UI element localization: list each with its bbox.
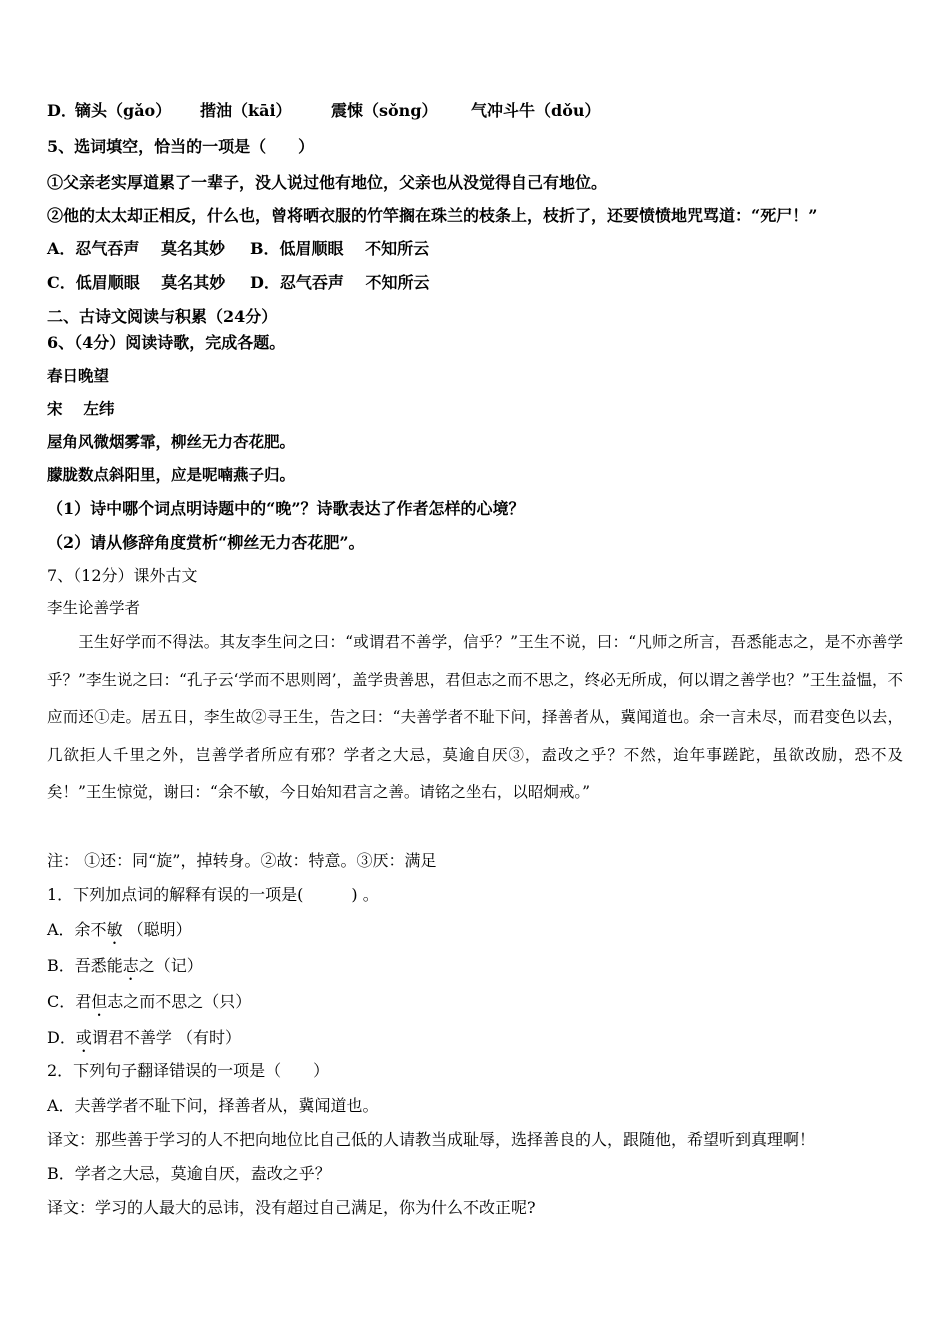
poem-author: 宋 左纬 (47, 399, 115, 418)
q5-sentence-1: ①父亲老实厚道累了一辈子，没人说过他有地位，父亲也从没觉得自己有地位。 (47, 173, 608, 192)
q6-sub-question-1: （1）诗中哪个词点明诗题中的“晚”？诗歌表达了作者怎样的心境？ (47, 499, 525, 518)
q7-1-option-d-post: 谓君不善学 （有时） (91, 1028, 241, 1047)
poem-line-2: 朦胧数点斜阳里，应是呢喃燕子归。 (47, 465, 296, 484)
q7-stem: 7、（12分）课外古文 (47, 566, 198, 585)
poem-line-1: 屋角风微烟雾霏，柳丝无力杏花肥。 (47, 432, 296, 451)
q4-option-d-item-2: 揩油（kāi） (200, 101, 292, 120)
q7-1-option-c-post: 志之而不思之（只） (107, 992, 252, 1011)
passage-note: 注： ①还：同“旋”，掉转身。②故：特意。③厌：满足 (47, 851, 437, 870)
q7-2-option-b-translation: 译文：学习的人最大的忌讳，没有超过自己满足，你为什么不改正呢? (47, 1198, 536, 1217)
classical-passage (47, 624, 903, 812)
q6-stem: 6、（4分）阅读诗歌，完成各题。 (47, 333, 286, 352)
q5-option-d: D．忍气吞声 不知所云 (250, 273, 430, 292)
q4-option-d (47, 103, 77, 119)
q7-1-option-a-key: 敏 (106, 920, 123, 939)
q4-option-d-item-4: 气冲斗牛（dǒu） (471, 101, 601, 120)
q7-1-option-c-key: 但 (91, 992, 108, 1011)
q5-stem: 5、选词填空，恰当的一项是（ ） (47, 137, 315, 156)
q7-1-option-a-post: （聪明） (122, 920, 192, 939)
q5-option-b: B．低眉顺眼 不知所云 (250, 239, 430, 258)
q5-option-c: C．低眉顺眼 莫名其妙 (47, 273, 226, 292)
q7-2-option-a: A．夫善学者不耻下问，择善者从，冀闻道也。 (47, 1096, 379, 1115)
q4-option-d-item-1: 镝头（gǎo） (75, 101, 172, 120)
q7-1-option-d-key: 或 (75, 1028, 92, 1047)
passage-title: 李生论善学者 (47, 599, 141, 617)
section-2-heading: 二、古诗文阅读与积累（24分） (47, 307, 278, 326)
q6-sub-question-2: （2）请从修辞角度赏析“柳丝无力杏花肥”。 (47, 533, 365, 552)
q7-1-option-c (47, 992, 251, 1020)
q7-2-option-a-translation: 译文：那些善于学习的人不把向地位比自己低的人请教当成耻辱，选择善良的人，跟随他，希望听到真理啊！ (47, 1130, 816, 1149)
q7-2-stem: 2．下列句子翻译错误的一项是（ ） (47, 1061, 330, 1080)
q7-1-option-b (47, 956, 203, 984)
q5-sentence-2: ②他的太太却正相反，什么也，曾将晒衣服的竹竿搁在珠兰的枝条上，枝折了，还要愤愤地咒骂道：“死尸！” (47, 206, 818, 225)
q7-1-option-d-pre: D． (47, 1028, 76, 1047)
q7-1-option-b-post: 之（记） (138, 956, 203, 975)
q7-1-option-a-pre: A．余不 (47, 920, 107, 939)
q4-option-d-label: D． (47, 101, 77, 120)
classical-passage-text: 王生好学而不得法。其友李生问之曰：“或谓君不善学，信乎？”王生不说，曰：“凡师之所言，吾悉能志之，是不亦善学乎？”李生说之曰：“孔子云‘学而不思则罔’，盖学贵善思，君但志之而不思之，终必无所成，何以谓之善学也？”王生益愠，不应而还①走。居五日，李生故②寻王生，告之曰：“夫善学者不耻下问，择善者从，冀闻道也。余一言未尽，而君变色以去，几欲拒人千里之外，岂善学者所应有邪？学者之大忌，莫逾自厌③，盍改之乎？不然，迨年事蹉跎，虽欲改励，恐不及矣！”王生惊觉，谢曰：“余不敏，今日始知君言之善。请铭之坐右，以昭炯戒。” (47, 633, 903, 801)
q7-2-option-b: B．学者之大忌，莫逾自厌，盍改之乎？ (47, 1164, 331, 1183)
q7-1-option-d (47, 1028, 241, 1056)
q7-1-option-b-key: 志 (122, 956, 139, 975)
q7-1-option-c-pre: C．君 (47, 992, 92, 1011)
q7-1-option-a (47, 920, 192, 948)
q7-1-option-b-pre: B．吾悉能 (47, 956, 123, 975)
q7-1-stem: 1．下列加点词的解释有误的一项是( ) 。 (47, 885, 379, 904)
q5-option-a: A．忍气吞声 莫名其妙 (47, 239, 225, 258)
poem-title: 春日晚望 (47, 366, 110, 385)
q4-option-d-item-3: 震悚（sǒng） (331, 101, 438, 120)
